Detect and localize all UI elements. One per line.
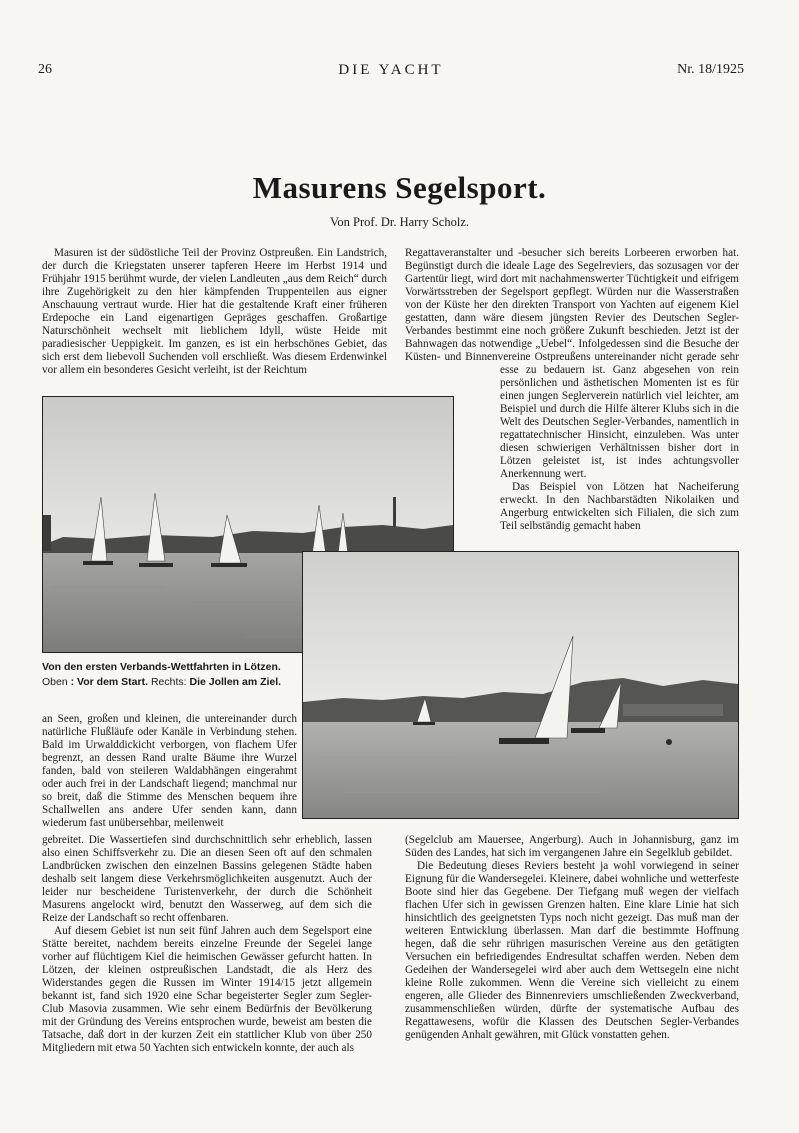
text-block-right-top [405, 247, 739, 362]
page-number: 26 [38, 62, 52, 77]
paragraph: Das Beispiel von Lötzen hat Nacheiferung erweckt. In den Nachbarstädten Nikolaiken und Angerburg entwickelten sich Filialen, die sich zum Teil selbständig gemacht haben [500, 481, 739, 532]
journal-title: DIE YACHT [338, 62, 444, 78]
caption-title: Von den ersten Verbands-Wettfahrten in Lötzen. [42, 661, 281, 673]
caption-detail: Oben : Vor dem Start. Rechts: Die Jollen am Ziel. [42, 676, 282, 688]
paragraph: an Seen, großen und kleinen, die untereinander durch natürliche Flußläufe oder Kanäle in Verbindung stehen. Bald im Urwalddickicht verborgen, von flachem Ufer begrenzt, an dessen Rand uralte Bäume ihre Wurzel fanden, bald von steileren Waldabhängen eingerahmt oder auch frei in der Landschaft liegend; manchmal nur so breit, daß die Stimme des Menschen bequem ihre Schallwellen ans andere Ufer senden kann, dann wiederum fast unübersehbar, meilenweit [42, 713, 297, 829]
issue-number: Nr. 18/1925 [677, 62, 744, 77]
caption-text-rechts: Die Jollen am Ziel. [189, 676, 282, 688]
article-title: Masurens Segelsport. [252, 170, 547, 205]
text-block-left-top [42, 247, 387, 390]
text-block-left-bottom [42, 834, 372, 1059]
photo-dinghies-at-finish [302, 551, 739, 819]
paragraph: (Segelclub am Mauersee, Angerburg). Auch in Johannisburg, ganz im Süden des Landes, hat sich im vergangenen Jahre ein Segelklub gebildet. [405, 834, 739, 859]
article-byline: Von Prof. Dr. Harry Scholz. [330, 215, 469, 229]
paragraph: Regattaveranstalter und -besucher sich bereits Lorbeeren erworben hat. Begünstigt durch die ideale Lage des Segelreviers, das sozusagen vor der Gartentür liegt, wird dort mit nachahmenswerter Tüchtigkeit und eifrigem Vorwärtsstreben der Segelsport gepflegt. Würden nur die Wasserstraßen von der Küste her den direkten Transport von Yachten auf eigenem Kiel gestatten, dann wäre diesem jüngsten Revier des Deutschen Segler-Verbandes bestimmt eine noch größere Zukunft beschieden. Jetzt ist der Bahnwagen das notwendige „Uebel“. Infolgedessen sind die Besuche der Küsten- und Binnenvereine Ostpreußens untereinander nicht gerade sehr [405, 247, 739, 362]
caption-label-oben: Oben [42, 676, 68, 688]
photo-caption [42, 660, 300, 690]
paragraph: gebreitet. Die Wassertiefen sind durchschnittlich sehr erheblich, lassen also einen Schiffsverkehr zu. Die an diesen Seen oft auf den schmalen Landbrücken zwischen den einzelnen Bassins gelegenen Städte haben deshalb seit langem diese Verkehrsmöglichkeiten ausgenutzt. Auch der leider nur bescheidene Turistenverkehr, der durch die Schönheit Masurens angelockt wird, benutzt den Wasserweg, auf dem sich die Reize der Landschaft so recht offenbaren. [42, 834, 372, 924]
paragraph: Auf diesem Gebiet ist nun seit fünf Jahren auch dem Segelsport eine Stätte bereitet, nachdem bereits einzelne Freunde der Segelei lange vorher auf flüchtigem Kiel die heimischen Gewässer gefurcht hatten. In Lötzen, der kleinen ostpreußischen Landstadt, die als Herz des Widerstandes gegen die Russen im Winter 1914/15 jetzt allgemein bekannt ist, fand sich 1920 eine Schar begeisterter Segler zum Segler-Club Masovia zusammen. Wie sehr einem Bedürfnis der Bevölkerung mit der Gründung des Vereins entsprochen wurde, beweist am besten die Tatsache, daß dort in der kurzen Zeit ein stattlicher Klub von über 250 Mitgliedern mit etwa 50 Yachten sich entwickeln konnte, der auch als [42, 925, 372, 1054]
caption-label-rechts: Rechts: [150, 676, 187, 688]
paragraph: Masuren ist der südöstliche Teil der Provinz Ostpreußen. Ein Landstrich, der durch die Kriegstaten unserer tapferen Heere im Herbst 1914 und Frühjahr 1915 berühmt wurde, der vielen Landleuten „aus dem Reich“ durch ihre Zugehörigkeit zu den hier kämpfenden Truppenteilen aus eigner Anschauung vertraut wurde. Hier hat die gestaltende Kraft einer früheren Erdepoche ein Land eigenartigen Gepräges geschaffen. Großartige Naturschönheit wechselt mit lieblichem Idyll, wüste Heide mit paradiesischer Ueppigkeit. Im ganzen, es ist ein herbschönes Gebiet, das sich erst dem liebevoll Suchenden voll erschließt. Was diesem Erdenwinkel vor allem ein besonderes Gesicht verleiht, ist der Reichtum [42, 247, 387, 376]
text-block-right-middle [500, 364, 739, 544]
paragraph: esse zu bedauern ist. Ganz abgesehen von rein persönlichen und ästhetischen Momenten ist es für einen jungen Seglerverein natürlich viel leichter, am Beispiel und durch die Hilfe älterer Klubs sich in die Welt des Deutschen Segler-Verbandes, namentlich in regattatechnischer Hinsicht, einzuleben. Was unter diesen schwierigen Verhältnissen bisher dort in Lötzen geleistet ist, ist indes achtungsvoller Anerkennung wert. [500, 364, 739, 480]
text-block-right-bottom [405, 834, 739, 1059]
page-header [38, 62, 744, 82]
text-block-left-middle [42, 713, 297, 833]
paragraph: Die Bedeutung dieses Reviers besteht ja wohl vorwiegend in seiner Eignung für die Wandersegelei. Kleinere, dabei wohnliche und wetterfeste Boote sind hier das Gegebene. Der Tiefgang muß wegen der vielfach flachen Ufer sich in gewissen Grenzen halten. Eine klare Linie hat sich hinsichtlich des geeignetsten Typs noch nicht gezeigt. Das muß man der weiteren Entwicklung überlassen. Man darf die bestimmte Hoffnung hegen, daß die sehr rührigen masurischen Vereine aus den getätigten Versuchen ein befriedigendes Endresultat schaffen werden. Neben dem Gedeihen der Wandersegelei wird aber auch dem Wettsegeln eine nicht kleine Rolle zukommen. Wenn die Vereine sich vielleicht zu einem engeren, alle Glieder des Binnenreviers umschließenden Zweckverband, zusammenschließen würden, dürfte der systematische Aufbau des Regattawesens, wofür die Klassen des Deutschen Segler-Verbandes genügenden Anhalt gewähren, mit Glück vonstatten gehen. [405, 860, 739, 1041]
caption-text-oben: Vor dem Start. [77, 676, 149, 688]
